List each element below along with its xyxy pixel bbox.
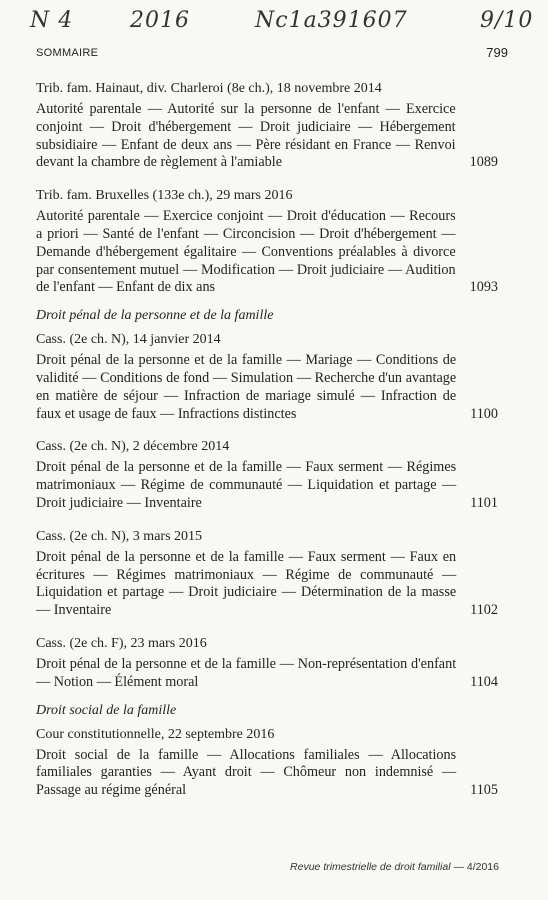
section-header: SOMMAIRE <box>36 47 99 59</box>
handwritten-number: N 4 <box>30 8 74 33</box>
entry-heading: Trib. fam. Hainaut, div. Charleroi (8e ch.), 18 novembre 2014 <box>36 81 382 96</box>
journal-issue: 4/2016 <box>466 861 499 873</box>
toc-entry <box>36 80 498 172</box>
entry-heading: Cass. (2e ch. F), 23 mars 2016 <box>36 635 207 651</box>
entry-keywords: Droit pénal de la personne et de la famille — Faux serment — Faux en écritures — Régimes matrimoniaux — Régime de communauté — Liquidation et partage — Droit judiciaire — Détermination de la masse — Inventaire <box>36 548 457 619</box>
entry-keywords: Droit social de la famille — Allocations familiales — Allocations familiales garanties — Ayant droit — Chômeur non indemnisé — Passage au régime général <box>36 746 457 799</box>
handwritten-year: 2016 <box>130 8 190 33</box>
entry-keywords: Droit pénal de la personne et de la famille — Non-représentation d'enfant — Notion — Élément moral <box>36 655 457 690</box>
entry-body <box>36 747 498 800</box>
toc-entry <box>36 635 498 692</box>
footer-separator: — <box>453 861 467 873</box>
section-title: Droit social de la famille <box>36 702 177 718</box>
entry-body <box>36 101 498 172</box>
entry-page-number[interactable]: 1101 <box>470 494 498 511</box>
entry-keywords: Autorité parentale — Autorité sur la personne de l'enfant — Exercice conjoint — Droit d'hébergement — Droit judiciaire — Hébergement subsidiaire — Enfant de deux ans — Père résidant en France — Renvoi devant la chambre de règlement à l'amiable <box>36 101 456 171</box>
footer <box>290 861 499 873</box>
toc-entry <box>36 528 498 620</box>
entry-page-number[interactable]: 1100 <box>470 405 498 422</box>
entry-page-number[interactable]: 1105 <box>470 782 498 799</box>
entry-page-number[interactable]: 1102 <box>470 602 498 619</box>
entry-page-number[interactable]: 1089 <box>469 154 498 171</box>
entry-body <box>36 656 498 692</box>
handwritten-fraction: 9/10 <box>480 8 534 33</box>
toc-entry <box>36 726 498 800</box>
entry-heading: Cass. (2e ch. N), 2 décembre 2014 <box>36 439 230 455</box>
page-number: 799 <box>486 45 508 60</box>
entry-body <box>36 208 498 297</box>
entry-heading: Cour constitutionnelle, 22 septembre 2016 <box>36 726 275 742</box>
toc-entry <box>36 187 498 297</box>
entry-keywords: Droit pénal de la personne et de la famille — Faux serment — Régimes matrimoniaux — Régime de communauté — Liquidation et partage — Droit judiciaire — Inventaire <box>36 459 457 511</box>
section-title: Droit pénal de la personne et de la famille <box>36 308 274 324</box>
entry-keywords: Droit pénal de la personne et de la famille — Mariage — Conditions de validité — Conditions de fond — Simulation — Recherche d'un avantage en matière de séjour — Infraction de mariage simulé — Infraction de faux et usage de faux — Infractions distinctes <box>36 352 457 422</box>
entry-body <box>36 549 498 620</box>
entry-page-number[interactable]: 1093 <box>469 279 498 296</box>
toc-entry <box>36 438 498 512</box>
entry-body <box>36 352 498 423</box>
toc-entry <box>36 331 498 423</box>
entry-heading: Cass. (2e ch. N), 14 janvier 2014 <box>36 332 221 348</box>
journal-title: Revue trimestrielle de droit familial <box>290 861 451 873</box>
entry-keywords: Autorité parentale — Exercice conjoint — Droit d'éducation — Recours a priori — Santé de l'enfant — Circoncision — Droit d'hébergement — Demande d'hébergement égalitaire — Conventions préalables à divorce par consentement mutuel — Modification — Droit judiciaire — Audition de l'enfant — Enfant de dix ans <box>36 208 456 296</box>
entry-page-number[interactable]: 1104 <box>470 673 498 690</box>
table-of-contents <box>36 74 498 800</box>
handwritten-reference: Nc1a391607 <box>255 8 408 33</box>
entry-body <box>36 459 498 512</box>
entry-heading: Trib. fam. Bruxelles (133e ch.), 29 mars 2016 <box>36 188 293 204</box>
entry-heading: Cass. (2e ch. N), 3 mars 2015 <box>36 528 203 544</box>
